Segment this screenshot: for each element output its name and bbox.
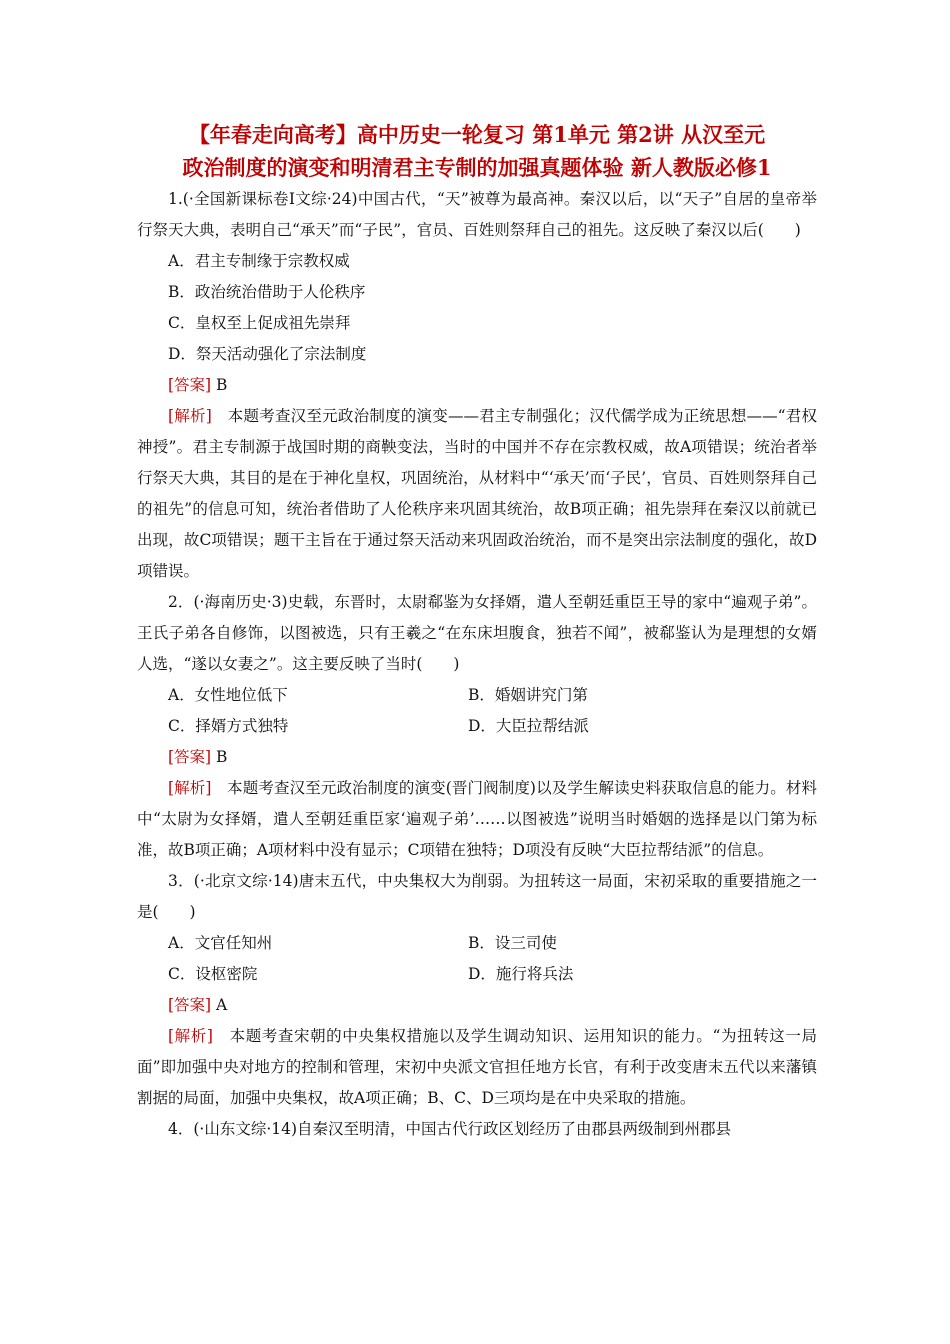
analysis [137,401,817,587]
answer-line [137,990,817,1021]
analysis-text: 本题考查汉至元政治制度的演变——君主专制强化；汉代儒学成为正统思想——“君权神授”。君主专制源于战国时期的商鞅变法，当时的中国并不存在宗教权威，故A项错误；统治者举行祭天大典，其目的是在于神化皇权，巩固统治，从材料中“‘承天’而‘子民’，官员、百姓则祭拜自己的祖先”的信息可知，统治者借助了人伦秩序来巩固其统治，故B项正确；祖先崇拜在秦汉以前就已出现，故C项错误；题干主旨在于通过祭天活动来巩固政治统治，而不是突出宗法制度的强化，故D项错误。 [137,407,817,580]
question-stem: 3．(·北京文综·14)唐末五代，中央集权大为削弱。为扭转这一局面，宋初采取的重要措施之一是( ) [137,872,817,921]
answer-tag: [答案] [168,748,212,766]
title-line-1: 【年春走向高考】高中历史一轮复习 第1单元 第2讲 从汉至元 [188,122,766,147]
option-row-1 [137,680,817,711]
answer-line [137,370,817,401]
option-b: B．政治统治借助于人伦秩序 [168,283,366,301]
document-page [137,118,817,1145]
option-c: C．皇权至上促成祖先崇拜 [168,314,351,332]
question-stem: 2．(·海南历史·3)史载，东晋时，太尉郗鉴为女择婿，遣人至朝廷重臣王导的家中“遍观子弟”。王氏子弟各自修饰，以图被选，只有王羲之“在东床坦腹食，独若不闻”，被郗鉴认为是理想的女婿人选，“遂以女妻之”。这主要反映了当时( ) [137,593,817,673]
answer-tag: [答案] [168,996,212,1014]
title-line-2: 政治制度的演变和明清君主专制的加强真题体验 新人教版必修1 [182,155,772,180]
question-2 [137,587,817,866]
question-stem: 1.(·全国新课标卷Ⅰ文综·24)中国古代，“天”被尊为最高神。秦汉以后，以“天子”自居的皇帝举行祭天大典，表明自己“承天”而“子民”，官员、百姓则祭拜自己的祖先。这反映了秦汉以后( ) [137,190,817,239]
option-row-1 [137,928,817,959]
document-title [107,118,847,184]
option-d: D．大臣拉帮结派 [468,717,589,735]
answer-line [137,742,817,773]
question-1 [137,184,817,587]
answer-value: A [216,996,228,1014]
analysis [137,773,817,866]
option-a: A．君主专制缘于宗教权威 [168,252,350,270]
option-row-2 [137,959,817,990]
option-a: A．女性地位低下 [168,686,288,704]
analysis-text: 本题考查汉至元政治制度的演变(晋门阀制度)以及学生解读史料获取信息的能力。材料中“太尉为女择婿，遣人至朝廷重臣家‘遍观子弟’……以图被选”说明当时婚姻的选择是以门第为标准，故B项正确；A项材料中没有显示；C项错在独特；D项没有反映“大臣拉帮结派”的信息。 [137,779,817,859]
option-b: B．设三司使 [468,934,557,952]
answer-value: B [216,376,228,394]
option-a: A．文官任知州 [168,934,273,952]
option-row-2 [137,711,817,742]
analysis-tag: [解析] [168,1027,213,1045]
answer-tag: [答案] [168,376,212,394]
option-d: D．施行将兵法 [468,965,574,983]
answer-value: B [216,748,228,766]
analysis-tag: [解析] [168,779,212,797]
analysis [137,1021,817,1114]
option-c: C．择婿方式独特 [168,717,289,735]
question-3 [137,866,817,1114]
analysis-text: 本题考查宋朝的中央集权措施以及学生调动知识、运用知识的能力。“为扭转这一局面”即加强中央对地方的控制和管理，宋初中央派文官担任地方长官，有利于改变唐末五代以来藩镇割据的局面，加强中央集权，故A项正确；B、C、D三项均是在中央采取的措施。 [137,1027,817,1107]
question-stem: 4．(·山东文综·14)自秦汉至明清，中国古代行政区划经历了由郡县两级制到州郡县 [168,1120,732,1138]
question-4 [137,1114,817,1145]
option-d: D．祭天活动强化了宗法制度 [168,345,367,363]
analysis-tag: [解析] [168,407,212,425]
option-b: B．婚姻讲究门第 [468,686,588,704]
option-c: C．设枢密院 [168,965,258,983]
